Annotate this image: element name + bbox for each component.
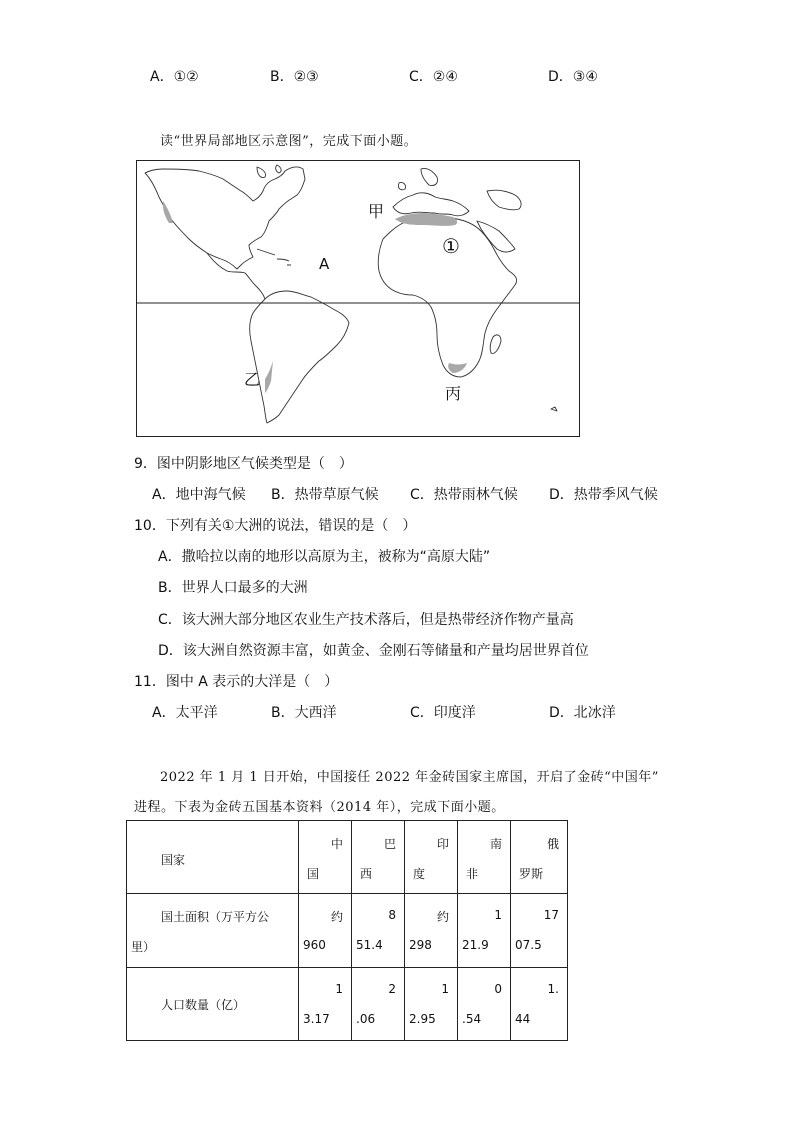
population-value-line1: 2: [388, 982, 396, 996]
area-cell: [458, 894, 511, 968]
area-value-line2: 51.4: [356, 938, 383, 952]
table-row-population: [127, 968, 568, 1041]
q9-option-d: D．热带季风气候: [549, 487, 658, 503]
q10-option-c: C．该大洲大部分地区农业生产技术落后，但是热带经济作物产量高: [158, 612, 574, 628]
population-value-line1: 0: [494, 982, 502, 996]
country-name-line2: 非: [466, 867, 479, 881]
area-cell: [352, 894, 405, 968]
row-header-country-text: 国家: [161, 853, 186, 867]
area-cell: [511, 894, 568, 968]
brics-intro-line1: 2022 年 1 月 1 日开始，中国接任 2022 年金砖国家主席国，开启了金砖“中国年”: [160, 770, 659, 785]
q9-option-a: A．地中海气候: [152, 487, 246, 503]
britain-outline: [398, 182, 405, 189]
europe-outline: [393, 193, 469, 216]
shaded-area-chile: [265, 361, 273, 393]
map-label-bing: 丙: [445, 384, 462, 403]
country-name-line1: 俄: [546, 837, 559, 851]
country-name-line2: 罗斯: [519, 867, 544, 881]
area-value-line1: 约: [330, 910, 343, 924]
small-island: [551, 407, 557, 411]
row-header-country: [127, 821, 299, 894]
q9-option-b: B．热带草原气候: [271, 487, 379, 503]
row-header-population: [127, 968, 299, 1041]
country-cell: [352, 821, 405, 894]
q11-stem: 11．图中 A 表示的大洋是（ ）: [134, 674, 339, 690]
population-value-line1: 1: [441, 982, 449, 996]
map-label-a: A: [319, 255, 330, 273]
q10-option-d: D．该大洲自然资源丰富，如黄金、金刚石等储量和产量均居世界首位: [158, 643, 589, 659]
population-cell: [458, 968, 511, 1041]
map-label-jia: 甲: [368, 202, 385, 221]
arctic-islands: [257, 165, 281, 178]
area-value-line1: 约: [436, 910, 449, 924]
table-row-area: [127, 894, 568, 968]
population-value-line2: .06: [356, 1012, 376, 1026]
population-value-line2: 3.17: [303, 1012, 330, 1026]
population-value-line2: 44: [515, 1012, 531, 1026]
area-value-line2: 960: [303, 938, 326, 952]
population-cell: [405, 968, 458, 1041]
table-row-country: [127, 821, 568, 894]
area-cell: [299, 894, 352, 968]
q11-option-b: B．大西洋: [271, 705, 337, 721]
shaded-area-california: [163, 201, 173, 223]
world-region-map: [136, 160, 580, 437]
row-header-area-line1: 国土面积（万平方公: [161, 910, 270, 924]
q10-option-b: B．世界人口最多的大洲: [158, 580, 308, 596]
population-value-line1: 1: [335, 982, 343, 996]
madagascar-outline: [490, 335, 501, 353]
brics-data-table: [126, 820, 568, 1041]
row-header-area-line2: 里）: [131, 940, 156, 954]
brics-intro-line2: 进程。下表为金砖五国基本资料（2014 年），完成下面小题。: [134, 800, 505, 815]
row-header-area: [127, 894, 299, 968]
map-label-one: ①: [442, 234, 460, 258]
area-value-line2: 21.9: [462, 938, 489, 952]
shaded-area-south-africa: [448, 363, 467, 373]
country-name-line2: 国: [307, 867, 320, 881]
row-header-population-text: 人口数量（亿）: [161, 998, 246, 1012]
q8-option-c: C．②④: [409, 69, 458, 85]
population-cell: [299, 968, 352, 1041]
arabia-outline: [477, 221, 515, 252]
area-value-line1: 17: [543, 908, 559, 922]
map-intro-text: 读“世界局部地区示意图”，完成下面小题。: [160, 134, 418, 149]
area-cell: [405, 894, 458, 968]
country-name-line1: 中: [330, 837, 343, 851]
area-value-line1: 8: [388, 908, 396, 922]
asia-fragment: [487, 190, 521, 210]
shaded-area-mediterranean: [395, 213, 457, 226]
population-cell: [511, 968, 568, 1041]
country-name-line1: 巴: [383, 837, 396, 851]
q10-option-a: A．撒哈拉以南的地形以高原为主，被称为“高原大陆”: [158, 549, 491, 565]
population-value-line2: .54: [462, 1012, 482, 1026]
country-name-line1: 印: [436, 837, 449, 851]
q11-option-c: C．印度洋: [410, 705, 476, 721]
caribbean-islands: [257, 249, 291, 265]
q11-option-d: D．北冰洋: [549, 705, 616, 721]
country-name-line2: 西: [360, 867, 373, 881]
country-cell: [511, 821, 568, 894]
q9-stem: 9．图中阴影地区气候类型是（ ）: [134, 456, 353, 472]
q8-option-d: D．③④: [548, 69, 598, 85]
q9-option-c: C．热带雨林气候: [410, 487, 518, 503]
area-value-line2: 298: [409, 938, 432, 952]
q11-option-a: A．太平洋: [152, 705, 218, 721]
population-cell: [352, 968, 405, 1041]
population-value-line1: 1.: [547, 982, 559, 996]
map-drawing: [137, 161, 579, 436]
area-value-line1: 1: [494, 908, 502, 922]
population-value-line2: 2.95: [409, 1012, 436, 1026]
country-cell: [405, 821, 458, 894]
country-name-line1: 南: [489, 837, 502, 851]
area-value-line2: 07.5: [515, 938, 542, 952]
south-america-outline: [250, 291, 349, 423]
map-label-yi: 乙: [244, 370, 261, 389]
scandinavia-outline: [421, 168, 438, 185]
country-name-line2: 度: [413, 867, 426, 881]
q10-stem: 10．下列有关①大洲的说法，错误的是（ ）: [134, 518, 417, 534]
country-cell: [299, 821, 352, 894]
q8-option-a: A．①②: [150, 69, 199, 85]
country-cell: [458, 821, 511, 894]
central-america-outline: [207, 253, 265, 299]
q8-option-b: B．②③: [270, 69, 319, 85]
